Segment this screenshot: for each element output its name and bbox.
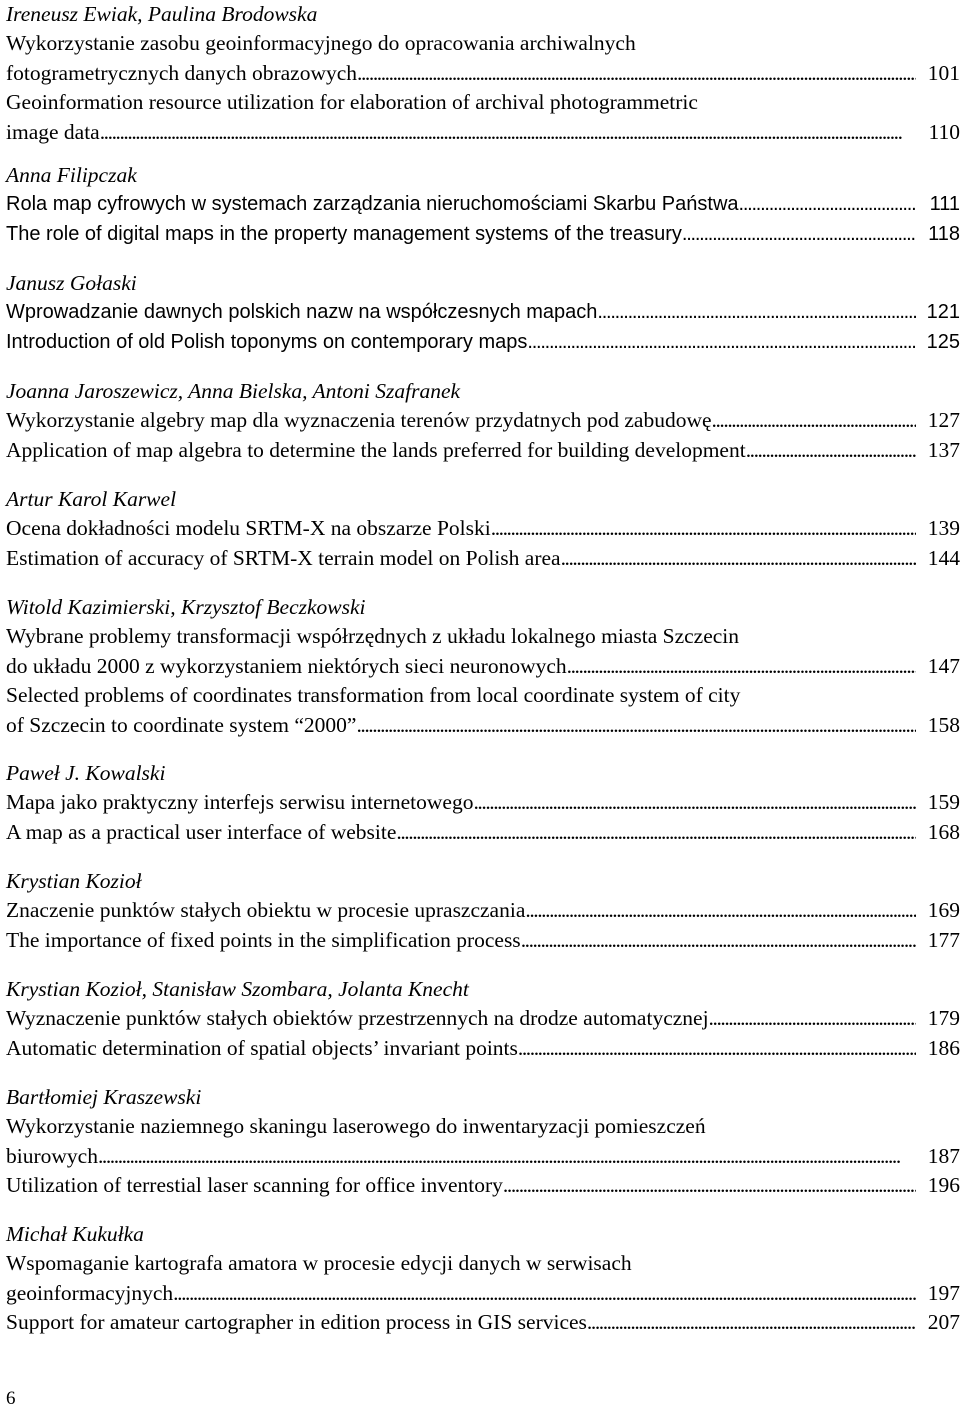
toc-entry[interactable] <box>6 298 960 328</box>
toc-page-number: 159 <box>927 790 960 814</box>
toc-entry[interactable] <box>6 1171 960 1201</box>
dot-leader <box>173 1279 916 1309</box>
toc-entry-title: image data <box>6 119 100 144</box>
dot-leader <box>521 926 916 956</box>
toc-entry[interactable] <box>6 406 960 436</box>
dot-leader <box>98 1142 916 1172</box>
toc-entry-title: Utilization of terrestial laser scanning for office inventory <box>6 1173 503 1197</box>
toc-entry-title: Estimation of accuracy of SRTM-X terrain model on Polish area <box>6 545 561 570</box>
dot-leader <box>567 652 916 682</box>
page-number: 6 <box>6 1388 16 1409</box>
dot-leader <box>518 1034 916 1064</box>
toc-entry[interactable] <box>6 1004 960 1034</box>
toc-authors: Krystian Kozioł, Stanisław Szombara, Jolanta Knecht <box>6 977 469 1001</box>
toc-section <box>6 1220 960 1338</box>
toc-entry-title: Selected problems of coordinates transformation from local coordinate system of city <box>6 683 741 707</box>
toc-entry[interactable] <box>6 29 960 88</box>
toc-entry-title: Rola map cyfrowych w systemach zarządzania nieruchomościami Skarbu Państwa <box>6 193 739 215</box>
dot-leader <box>503 1171 916 1201</box>
toc-entry[interactable] <box>6 436 960 466</box>
toc-entry[interactable] <box>6 190 960 220</box>
toc-entry-title: The role of digital maps in the property management systems of the treasury <box>6 222 682 245</box>
toc-entry[interactable] <box>6 544 960 574</box>
toc-authors: Ireneusz Ewiak, Paulina Brodowska <box>6 2 318 26</box>
toc-entry-title: Znaczenie punktów stałych obiektu w procesie upraszczania <box>6 898 526 922</box>
toc-entry-title: of Szczecin to coordinate system “2000” <box>6 712 357 737</box>
toc-entry[interactable] <box>6 1308 960 1338</box>
toc-page-number: 101 <box>927 60 960 85</box>
dot-leader <box>739 190 916 220</box>
toc-entry[interactable] <box>6 788 960 818</box>
toc-page-number: 147 <box>927 653 960 678</box>
toc-section <box>6 161 960 249</box>
toc-page-number: 158 <box>927 712 960 737</box>
dot-leader <box>587 1308 916 1338</box>
toc-page-number: 177 <box>927 927 960 952</box>
toc-section <box>6 759 960 847</box>
toc-entry-title: Wykorzystanie naziemnego skaningu laserowego do inwentaryzacji pomieszczeń <box>6 1114 706 1138</box>
dot-leader <box>396 818 916 848</box>
toc-page-number: 139 <box>927 516 960 540</box>
toc-section <box>6 867 960 955</box>
toc-section <box>6 269 960 357</box>
toc-page-number: 137 <box>927 437 960 462</box>
toc-entry[interactable] <box>6 681 960 740</box>
dot-leader <box>712 406 916 436</box>
toc-authors: Krystian Kozioł <box>6 869 142 893</box>
dot-leader <box>473 788 916 818</box>
toc-page-number: 207 <box>927 1310 960 1334</box>
toc-entry-title: Wybrane problemy transformacji współrzędnych z układu lokalnego miasta Szczecin <box>6 624 740 648</box>
dot-leader <box>357 59 916 89</box>
toc-entry-title: Wspomaganie kartografa amatora w procesie edycji danych w serwisach <box>6 1251 632 1275</box>
toc-section <box>6 485 960 573</box>
toc-section <box>6 593 960 740</box>
toc-page-number: 179 <box>927 1006 960 1030</box>
toc-page-number: 187 <box>927 1143 960 1168</box>
toc-entry[interactable] <box>6 896 960 926</box>
toc-entry[interactable] <box>6 818 960 848</box>
toc-page-number: 118 <box>928 222 960 245</box>
dot-leader <box>561 544 916 574</box>
toc-entry[interactable] <box>6 622 960 681</box>
toc-entry-title: Wykorzystanie algebry map dla wyznaczenia terenów przydatnych pod zabudowę <box>6 408 712 432</box>
dot-leader <box>100 118 916 148</box>
toc-entry[interactable] <box>6 926 960 956</box>
toc-entry-title: Introduction of old Polish toponyms on contemporary maps <box>6 330 528 353</box>
toc-authors: Paweł J. Kowalski <box>6 761 166 785</box>
toc-authors: Anna Filipczak <box>6 163 137 187</box>
dot-leader <box>491 514 916 544</box>
toc-entry-title: A map as a practical user interface of website <box>6 819 397 844</box>
toc-entry-title: geoinformacyjnych <box>6 1280 174 1305</box>
dot-leader <box>682 220 916 250</box>
toc-entry[interactable] <box>6 514 960 544</box>
dot-leader <box>597 298 916 328</box>
toc-page-number: 196 <box>927 1173 960 1197</box>
toc-entry-title: Mapa jako praktyczny interfejs serwisu internetowego <box>6 790 474 814</box>
toc-page-number: 144 <box>927 545 960 570</box>
toc-entry-title: Support for amateur cartographer in edition process in GIS services <box>6 1310 587 1334</box>
dot-leader <box>356 711 916 741</box>
toc-section <box>6 0 960 147</box>
toc-entry[interactable] <box>6 220 960 250</box>
toc-entry-title: fotogrametrycznych danych obrazowych <box>6 60 358 85</box>
toc-authors: Michał Kukułka <box>6 1222 144 1246</box>
toc-page-number: 125 <box>926 330 960 353</box>
toc-page-number: 127 <box>927 408 960 432</box>
dot-leader <box>709 1004 916 1034</box>
toc-entry[interactable] <box>6 328 960 358</box>
dot-leader <box>527 328 916 358</box>
toc-page-number: 168 <box>927 819 960 844</box>
toc-entry-title: Automatic determination of spatial objects’ invariant points <box>6 1035 518 1060</box>
toc-entry[interactable] <box>6 88 960 147</box>
toc-page-number: 169 <box>927 898 960 922</box>
toc-entry-title: Wyznaczenie punktów stałych obiektów przestrzennych na drodze automatycznej <box>6 1006 709 1030</box>
toc-page-number: 197 <box>927 1280 960 1305</box>
toc-authors: Joanna Jaroszewicz, Anna Bielska, Antoni Szafranek <box>6 379 461 403</box>
toc-authors: Artur Karol Karwel <box>6 487 177 511</box>
toc-section <box>6 1083 960 1201</box>
toc-page-number: 121 <box>926 301 960 323</box>
toc-entry-title: Ocena dokładności modelu SRTM-X na obszarze Polski <box>6 516 491 540</box>
toc-authors: Witold Kazimierski, Krzysztof Beczkowski <box>6 595 366 619</box>
dot-leader <box>746 436 916 466</box>
dot-leader <box>525 896 916 926</box>
toc-entry-title: Wykorzystanie zasobu geoinformacyjnego do opracowania archiwalnych <box>6 31 636 55</box>
toc-entry-title: biurowych <box>6 1143 98 1168</box>
toc-section <box>6 975 960 1063</box>
toc-entry[interactable] <box>6 1112 960 1171</box>
toc-entry-title: Application of map algebra to determine the lands preferred for building development <box>6 437 746 462</box>
toc-entry-title: Wprowadzanie dawnych polskich nazw na współczesnych mapach <box>6 301 598 323</box>
toc-section <box>6 377 960 465</box>
toc-page-number: 186 <box>927 1035 960 1060</box>
toc-authors: Bartłomiej Kraszewski <box>6 1085 202 1109</box>
toc-page-number: 111 <box>929 193 960 215</box>
toc-entry[interactable] <box>6 1249 960 1308</box>
toc-authors: Janusz Gołaski <box>6 271 137 295</box>
toc-page-number: 110 <box>928 119 960 144</box>
toc-entry-title: do układu 2000 z wykorzystaniem niektórych sieci neuronowych <box>6 653 567 678</box>
toc-entry[interactable] <box>6 1034 960 1064</box>
toc-entry-title: Geoinformation resource utilization for elaboration of archival photogrammetric <box>6 90 698 114</box>
toc-entry-title: The importance of fixed points in the simplification process <box>6 927 521 952</box>
